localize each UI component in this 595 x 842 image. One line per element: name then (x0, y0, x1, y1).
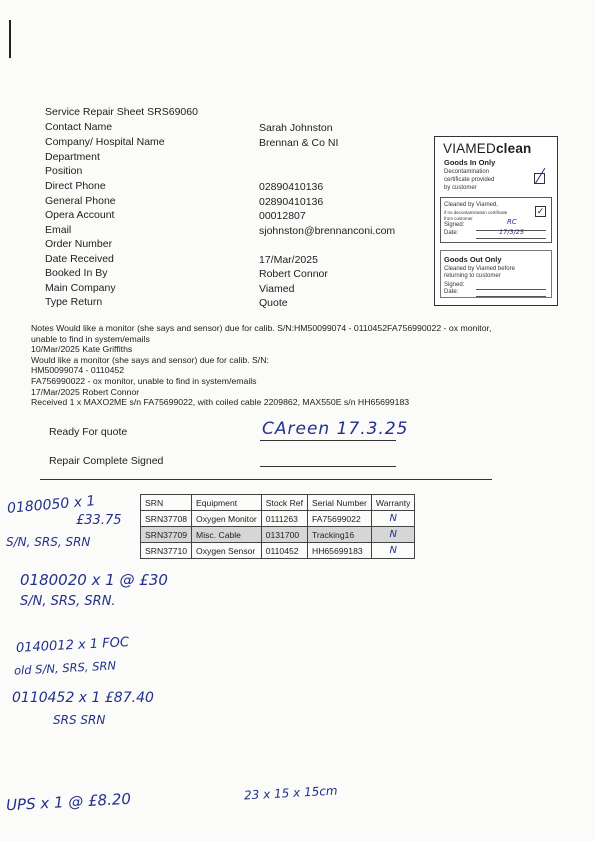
signed-label: Signed: (444, 222, 465, 228)
viamed-clean-logo: VIAMEDclean (443, 141, 532, 156)
handwriting-line2-part: 0180020 x 1 @ £30 (20, 571, 168, 589)
header-serial-number: Serial Number (307, 495, 371, 511)
value-opera-account: 00012807 (259, 210, 306, 222)
header-warranty: Warranty (371, 495, 415, 511)
notes-line: 17/Mar/2025 Robert Connor (31, 386, 140, 397)
cleaned-text-3: from customer (444, 216, 473, 221)
label-opera-account: Opera Account (45, 209, 115, 221)
cell-serial: Tracking16 (307, 527, 371, 543)
handwriting-line2-note: S/N, SRS, SRN. (20, 594, 116, 609)
cell-equipment: Oxygen Monitor (192, 511, 262, 527)
cleaned-text-2: if no decontamination certificate (444, 210, 508, 215)
notes-line: Received 1 x MAXO2ME s/n FA75699022, with coiled cable 2209862, MAX550E s/n HH65699183 (31, 397, 410, 408)
ready-signature-handwriting: CAreen 17.3.25 (262, 419, 409, 439)
signed-label-2: Signed: (444, 282, 465, 288)
warranty-handwriting: N (389, 513, 397, 524)
goods-in-text-1: Decontamination (444, 169, 490, 175)
handwriting-line1-price: £33.75 (76, 513, 122, 528)
value-type-return: Quote (259, 297, 288, 309)
signed-line-2 (476, 289, 546, 290)
cell-stock-ref: 0131700 (261, 527, 307, 543)
date-line (476, 238, 546, 239)
cleaned-by-viamed-section (440, 197, 552, 243)
value-main-company: Viamed (259, 283, 295, 295)
date-line-2 (476, 296, 546, 297)
header-equipment: Equipment (192, 495, 262, 511)
label-booked-in-by: Booked In By (45, 267, 108, 279)
handwriting-line1-part: 0180050 x 1 (6, 493, 96, 517)
label-direct-phone: Direct Phone (45, 180, 106, 192)
section-divider (40, 479, 492, 480)
repair-complete-label: Repair Complete Signed (49, 455, 164, 467)
parts-table (140, 494, 415, 559)
ready-for-quote-label: Ready For quote (49, 426, 128, 438)
handwriting-line3-note: old S/N, SRS, SRN (13, 658, 117, 678)
handwriting-line5-shipping: UPS x 1 @ £8.20 (5, 789, 132, 815)
label-general-phone: General Phone (45, 195, 116, 207)
value-direct-phone: 02890410136 (259, 181, 324, 193)
page-edge-mark (9, 20, 11, 58)
date-label: Date: (444, 230, 459, 236)
cleaned-text-1: Cleaned by Viamed, (444, 202, 498, 208)
warranty-handwriting: N (389, 529, 397, 540)
table-header-row (141, 495, 415, 511)
repair-signature-line (260, 466, 396, 467)
viamed-clean-box (434, 136, 558, 306)
header-srn: SRN (141, 495, 192, 511)
label-email: Email (45, 224, 72, 236)
cell-warranty (371, 527, 415, 543)
goods-in-title: Goods In Only (444, 158, 496, 167)
cell-srn: SRN37708 (141, 511, 192, 527)
handwriting-line5-dimensions: 23 x 15 x 15cm (243, 783, 338, 803)
goods-in-text-3: by customer (444, 185, 477, 191)
notes-line: Notes Would like a monitor (she says and sensor) due for calib. S/N:HM50099074 - 0110452FA756990022 - ox monitor, (31, 323, 492, 333)
value-date-received: 17/Mar/2025 (259, 254, 318, 266)
goods-out-section (440, 250, 552, 298)
value-contact-name: Sarah Johnston (259, 122, 333, 134)
check-icon: ✓ (536, 206, 545, 216)
cell-serial: HH65699183 (307, 543, 371, 559)
value-general-phone: 02890410136 (259, 196, 324, 208)
label-type-return: Type Return (45, 296, 103, 308)
notes-line: Would like a monitor (she says and sensor) due for calib. S/N: (31, 354, 269, 365)
date-handwriting: 17/3/25 (499, 228, 525, 236)
value-booked-in-by: Robert Connor (259, 268, 328, 280)
value-company: Brennan & Co NI (259, 137, 339, 149)
goods-out-text-1: Cleaned by Viamed before (444, 266, 515, 272)
notes-line: HM50099074 - 0110452 (31, 365, 125, 376)
label-department: Department (45, 151, 100, 163)
label-position: Position (45, 165, 83, 177)
table-row (141, 543, 415, 559)
notes-line: FA756990022 - ox monitor, unable to find in system/emails (31, 375, 257, 386)
goods-out-title: Goods Out Only (444, 255, 502, 264)
cell-warranty (371, 511, 415, 527)
cell-equipment: Misc. Cable (192, 527, 262, 543)
table-row (141, 511, 415, 527)
label-main-company: Main Company (45, 282, 116, 294)
header-stock-ref: Stock Ref (261, 495, 307, 511)
goods-in-text-2: certificate provided (444, 177, 495, 183)
ready-signature-line (260, 440, 396, 441)
label-date-received: Date Received (45, 253, 114, 265)
table-row (141, 527, 415, 543)
handwriting-line4-note: SRS SRN (53, 713, 106, 727)
label-contact-name: Contact Name (45, 121, 113, 133)
label-company: Company/ Hospital Name (45, 136, 165, 148)
handwriting-line4-part: 0110452 x 1 £87.40 (12, 690, 154, 706)
warranty-handwriting: N (389, 545, 397, 556)
date-label-2: Date: (444, 289, 459, 295)
cell-srn: SRN37710 (141, 543, 192, 559)
handwriting-line3-part: 0140012 x 1 FOC (15, 635, 130, 656)
cell-equipment: Oxygen Sensor (192, 543, 262, 559)
cell-serial: FA75699022 (307, 511, 371, 527)
label-order-number: Order Number (45, 238, 113, 250)
signed-handwriting: RC (507, 218, 517, 226)
cell-stock-ref: 0111263 (261, 511, 307, 527)
notes-line: unable to find in system/emails (31, 333, 150, 344)
value-email: sjohnston@brennanconi.com (259, 225, 396, 237)
goods-out-text-2: returning to customer (444, 273, 501, 279)
notes-block (31, 323, 551, 408)
notes-line: 10/Mar/2025 Kate Griffiths (31, 344, 133, 355)
cell-srn: SRN37709 (141, 527, 192, 543)
cell-stock-ref: 0110452 (261, 543, 307, 559)
slash-mark-icon (533, 170, 542, 179)
sheet-title: Service Repair Sheet SRS69060 (45, 106, 198, 118)
decon-cert-checkbox[interactable] (534, 173, 545, 184)
handwriting-line1-note: S/N, SRS, SRN (6, 535, 91, 549)
cell-warranty (371, 543, 415, 559)
cleaned-checkbox[interactable] (535, 206, 546, 217)
